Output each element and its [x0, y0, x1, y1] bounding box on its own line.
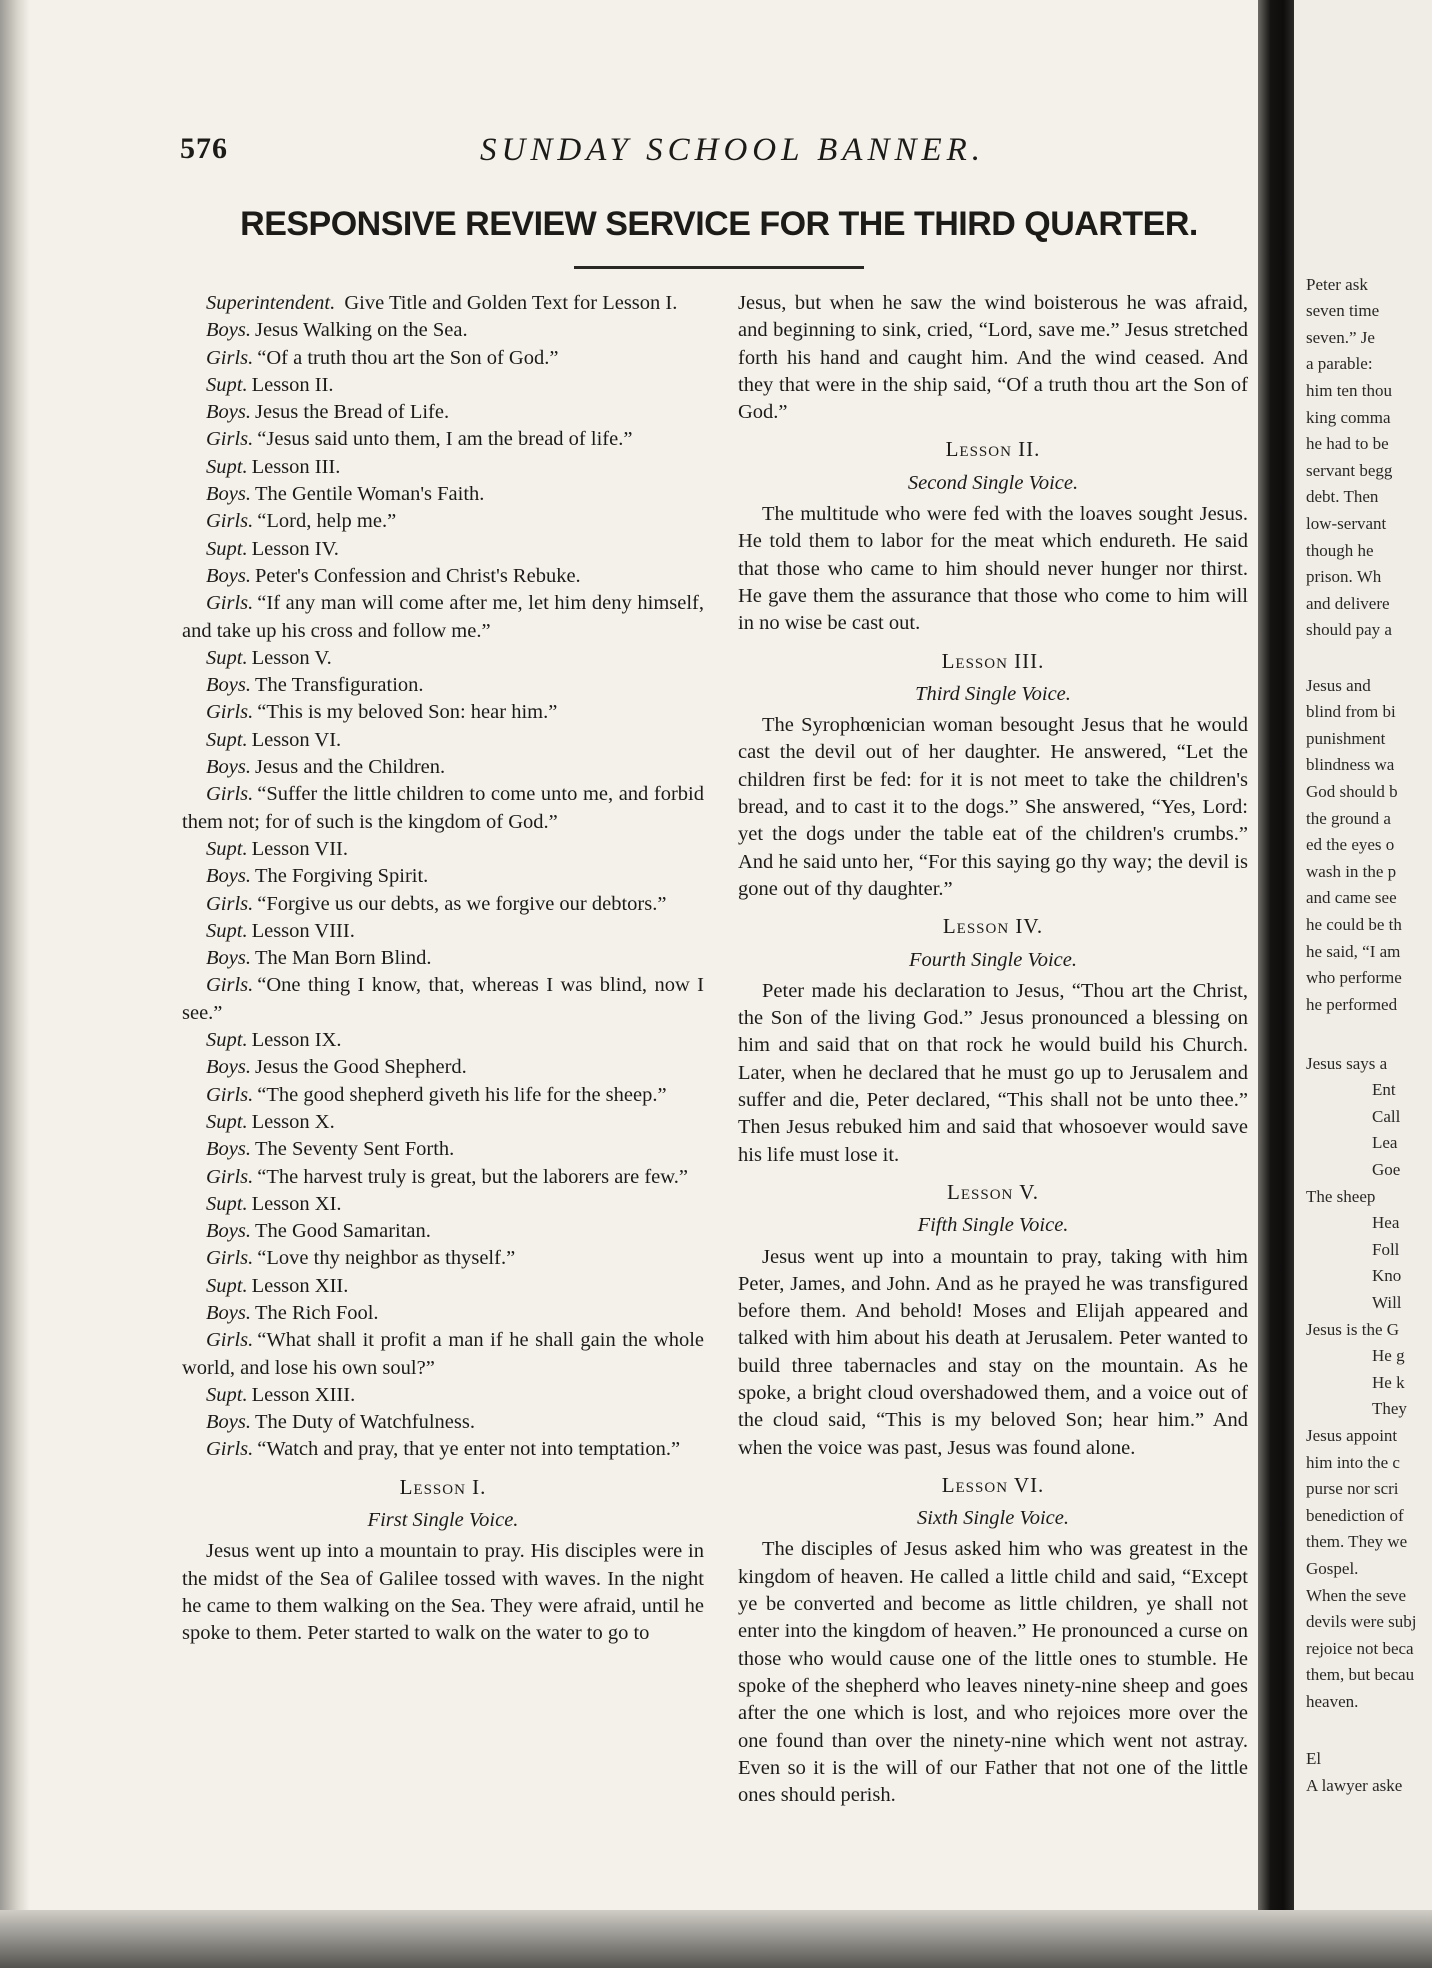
response-line — [182, 372, 704, 399]
facing-page-text: Jesus says a — [1306, 1053, 1388, 1073]
speaker-label: Supt. — [206, 1110, 248, 1133]
speaker-label: Boys. — [206, 1220, 251, 1243]
facing-page-text: A lawyer aske — [1306, 1775, 1403, 1795]
lesson-text: The disciples of Jesus asked him who was greatest in the kingdom of heaven. He called a little child and said, “Except ye be converted and become as little children, ye shall not enter into the kingdom of heaven.” He pronounced a curse on those who would cause one of the little ones to stumble. He spoke of the shepherd who leaves ninety-nine sheep and goes after the one which is lost, and who rejoices more over the one found than over the ninety-nine which went not astray. Even so it is the will of our Father that not one of the little ones should perish. — [738, 1538, 1248, 1807]
facing-page-fragment — [1294, 0, 1432, 1968]
response-line — [182, 426, 704, 453]
response-text: Lesson III. — [251, 455, 341, 478]
speaker-label: Boys. — [206, 674, 251, 697]
facing-page-text: a parable: — [1306, 354, 1373, 374]
lesson-text: The multitude who were fed with the loaves sought Jesus. He told them to labor for the meat which endureth. He said that those who came to him should never hunger nor thirst. He gave them the assurance that those who come to him will in no wise be cast out. — [738, 503, 1248, 635]
speaker-label: Supt. — [206, 728, 248, 751]
speaker-label: Boys. — [206, 947, 251, 970]
speaker-label: Boys. — [206, 1138, 251, 1161]
response-line — [182, 1436, 704, 1463]
facing-page-text: who performe — [1306, 968, 1402, 988]
speaker-label: Supt. — [206, 455, 248, 478]
response-text: “Suffer the little children to come unto me, and forbid them not; for of such is the kingdom of God.” — [182, 783, 704, 833]
response-line — [182, 508, 704, 535]
speaker-label: Boys. — [206, 564, 251, 587]
response-line — [182, 1191, 704, 1218]
left-column — [182, 290, 704, 1648]
response-text: “Watch and pray, that ye enter not into temptation.” — [257, 1438, 681, 1461]
response-text: Lesson VI. — [251, 728, 342, 751]
response-text: The Good Samaritan. — [254, 1220, 431, 1243]
response-text: Lesson XIII. — [251, 1383, 356, 1406]
speaker-label: Boys. — [206, 401, 251, 424]
facing-page-text: purse nor scri — [1306, 1479, 1399, 1499]
speaker-label: Boys. — [206, 756, 251, 779]
response-line — [182, 699, 704, 726]
facing-page-text: seven time — [1306, 301, 1380, 321]
facing-page-text: Jesus appoint — [1306, 1426, 1398, 1445]
facing-page-text: he performed — [1306, 994, 1398, 1014]
response-text: “Love thy neighbor as thyself.” — [257, 1247, 516, 1270]
lesson-text-continued: Jesus, but when he saw the wind boisterous he was afraid, and beginning to sink, cried, “Lord, save me.” Jesus stretched forth his hand and caught him. And the wind ceased. And they that were in the ship said, “Of a truth thou art the Son of God.” — [738, 292, 1248, 424]
response-line — [182, 1082, 704, 1109]
title-rule — [574, 266, 864, 269]
response-line — [182, 1273, 704, 1300]
response-text: Jesus and the Children. — [254, 756, 446, 779]
facing-page-text: He k — [1372, 1372, 1405, 1392]
response-line — [182, 1109, 704, 1136]
response-text: Lesson IV. — [251, 537, 339, 560]
response-text: Lesson IX. — [251, 1029, 342, 1052]
facing-page-text: prison. Wh — [1306, 567, 1382, 587]
right-column — [738, 290, 1248, 1809]
speaker-label: Supt. — [206, 1383, 248, 1406]
response-text: The Man Born Blind. — [254, 947, 432, 970]
facing-page-text: the ground a — [1306, 808, 1391, 828]
response-line — [182, 563, 704, 590]
response-line — [182, 918, 704, 945]
left-page-edge — [0, 0, 30, 1968]
response-text: “One thing I know, that, whereas I was blind, now I see.” — [182, 974, 704, 1024]
response-text: Lesson XI. — [251, 1192, 342, 1215]
response-line — [182, 836, 704, 863]
speaker-label: Girls. — [206, 428, 254, 451]
response-list — [182, 317, 704, 1463]
response-text: The Duty of Watchfulness. — [254, 1411, 475, 1434]
response-line — [182, 863, 704, 890]
speaker-label: Girls. — [206, 1247, 254, 1270]
facing-page-text: benediction of — [1306, 1505, 1404, 1525]
speaker-label: Girls. — [206, 1165, 254, 1188]
speaker-label: Girls. — [206, 1083, 254, 1106]
facing-page-text: him into the c — [1306, 1452, 1400, 1472]
facing-page-text: Peter ask — [1306, 274, 1368, 294]
response-line — [182, 945, 704, 972]
facing-page-text: Hea — [1372, 1213, 1400, 1233]
response-line — [182, 672, 704, 699]
speaker-label: Girls. — [206, 592, 254, 615]
speaker-label: Boys. — [206, 1056, 251, 1079]
facing-page-text: low-servant — [1306, 514, 1387, 533]
facing-page-text: They — [1372, 1399, 1407, 1419]
speaker-label: Boys. — [206, 1411, 251, 1434]
facing-page-text: Goe — [1372, 1160, 1401, 1179]
response-line — [182, 481, 704, 508]
response-text: The Seventy Sent Forth. — [254, 1138, 455, 1161]
facing-page-text: punishment — [1306, 728, 1386, 748]
facing-page-text: blindness wa — [1306, 755, 1395, 775]
facing-page-text: blind from bi — [1306, 702, 1396, 722]
speaker-label: Girls. — [206, 783, 254, 806]
facing-page-text: devils were subj — [1306, 1612, 1417, 1632]
lesson-text: Jesus went up into a mountain to pray, taking with him Peter, James, and John. And as he prayed he was transfigured before them. And behold! Moses and Elijah appeared and talked with him about his death at Jerusalem. Peter wanted to build three tabernacles and stay on the mountain. As he spoke, a bright cloud overshadowed them, and a voice out of the cloud said, “This is my beloved Son; hear him.” And when the voice was past, Jesus was found alone. — [738, 1245, 1248, 1459]
response-text: Lesson II. — [251, 373, 334, 396]
lesson-text: Peter made his declaration to Jesus, “Thou art the Christ, the Son of the living God.” Jesus pronounced a blessing on him and said that on that rock he would build his Church. Later, when he declared that he must go up to Jerusalem and suffer and die, Peter declared, “This shall not be unto thee.” Then Jesus rebuked him and said that whosoever would save his life must lose it. — [738, 979, 1248, 1166]
response-line — [182, 317, 704, 344]
speaker-label: Girls. — [206, 701, 254, 724]
response-text: Jesus Walking on the Sea. — [254, 319, 468, 342]
facing-page-text: Foll — [1372, 1239, 1400, 1259]
speaker-label: Supt. — [206, 1274, 248, 1297]
facing-page-text: When the seve — [1306, 1585, 1407, 1605]
response-line — [182, 590, 704, 645]
facing-page-text: him ten thou — [1306, 381, 1392, 400]
response-line — [182, 1300, 704, 1327]
facing-page-text: Call — [1372, 1106, 1401, 1126]
lesson-list — [738, 436, 1248, 1809]
response-line — [182, 399, 704, 426]
intro-text: Give Title and Golden Text for Lesson I. — [344, 292, 678, 314]
speaker-label: Girls. — [206, 974, 254, 997]
facing-page-text: Gospel. — [1306, 1559, 1359, 1578]
voice-label: Second Single Voice. — [907, 471, 1079, 494]
facing-page-text: king comma — [1306, 407, 1391, 427]
speaker-label: Supt. — [206, 1029, 248, 1052]
article-title: RESPONSIVE REVIEW SERVICE FOR THE THIRD QUARTER. — [240, 205, 1198, 243]
facing-page-text: and delivere — [1306, 593, 1390, 613]
facing-page-text: ed the eyes o — [1306, 835, 1395, 855]
speaker-label: Supt. — [206, 537, 248, 560]
facing-page-text: wash in the p — [1306, 861, 1397, 881]
lesson-heading: Lesson V. — [947, 1179, 1039, 1204]
speaker-label: Superintendent. — [206, 292, 336, 314]
bottom-shadow — [0, 1910, 1432, 1968]
response-line — [182, 727, 704, 754]
response-line — [182, 645, 704, 672]
lesson-heading: Lesson I. — [399, 1474, 487, 1499]
lesson-heading: Lesson IV. — [942, 914, 1044, 939]
response-text: “What shall it profit a man if he shall gain the whole world, and lose his own soul?” — [182, 1329, 704, 1379]
facing-page-text: he said, “I am — [1306, 941, 1401, 961]
lesson-text: Jesus went up into a mountain to pray. His disciples were in the midst of the Sea of Galilee tossed with waves. In the night he came to them walking on the Sea. They were afraid, until he spoke to them. Peter started to walk on the water to go to — [182, 1540, 704, 1645]
lesson-heading: Lesson II. — [945, 437, 1041, 462]
facing-page-text: seven.” Je — [1306, 327, 1375, 347]
response-text: “If any man will come after me, let him deny himself, and take up his cross and follow me.” — [182, 592, 704, 642]
response-line — [182, 781, 704, 836]
response-line — [182, 891, 704, 918]
response-text: The Forgiving Spirit. — [254, 865, 429, 888]
response-line — [182, 454, 704, 481]
voice-label: Sixth Single Voice. — [917, 1507, 1069, 1530]
response-text: The Gentile Woman's Faith. — [254, 483, 485, 506]
facing-page-text: them, but becau — [1306, 1665, 1415, 1685]
response-line — [182, 1245, 704, 1272]
facing-page-text: heaven. — [1306, 1692, 1359, 1711]
response-line — [182, 1382, 704, 1409]
speaker-label: Supt. — [206, 373, 248, 396]
voice-label: Third Single Voice. — [915, 682, 1071, 705]
speaker-label: Girls. — [206, 892, 254, 915]
response-line — [182, 1027, 704, 1054]
response-text: “The good shepherd giveth his life for the sheep.” — [257, 1083, 667, 1106]
speaker-label: Girls. — [206, 1329, 254, 1352]
facing-page-text: God should b — [1306, 781, 1398, 801]
response-text: “Lord, help me.” — [257, 510, 397, 533]
facing-page-text: he could be th — [1306, 914, 1402, 934]
response-text: Jesus the Good Shepherd. — [254, 1056, 467, 1079]
facing-page-text: Jesus is the G — [1306, 1319, 1400, 1339]
response-text: Lesson V. — [251, 646, 332, 669]
facing-page-text: The sheep — [1306, 1186, 1376, 1206]
facing-page-text: though he — [1306, 540, 1374, 560]
lesson-text: The Syrophœnician woman besought Jesus that he would cast the devil out of her daughter. He answered, “Let the children first be fed: for it is not meet to take the children's bread, and to cast it to the dogs.” She answered, “Yes, Lord: yet the dogs under the table eat of the children's crumbs.” And he said unto her, “For this saying go thy way; the devil is gone out of thy daughter.” — [738, 714, 1248, 900]
response-line — [182, 972, 704, 1027]
response-text: “Jesus said unto them, I am the bread of life.” — [257, 428, 633, 451]
response-text: Lesson VII. — [251, 837, 348, 860]
running-head — [180, 132, 1240, 176]
response-line — [182, 536, 704, 563]
lesson-heading: Lesson III. — [941, 648, 1045, 673]
response-line — [182, 1327, 704, 1382]
response-line — [182, 1409, 704, 1436]
speaker-label: Supt. — [206, 646, 248, 669]
response-line — [182, 1164, 704, 1191]
speaker-label: Supt. — [206, 1192, 248, 1215]
facing-page-text: and came see — [1306, 888, 1397, 908]
speaker-label: Boys. — [206, 483, 251, 506]
facing-page-text: debt. Then — [1306, 487, 1379, 507]
speaker-label: Supt. — [206, 919, 248, 942]
facing-page-text: rejoice not beca — [1306, 1638, 1414, 1658]
speaker-label: Supt. — [206, 837, 248, 860]
response-line — [182, 1054, 704, 1081]
response-line — [182, 1218, 704, 1245]
book-binding — [1258, 0, 1294, 1968]
voice-label: Fifth Single Voice. — [917, 1214, 1069, 1237]
response-line — [182, 754, 704, 781]
voice-label: Fourth Single Voice. — [909, 948, 1077, 971]
response-text: “Of a truth thou art the Son of God.” — [257, 346, 559, 369]
response-text: Lesson VIII. — [251, 919, 355, 942]
facing-page-text: Will — [1372, 1293, 1402, 1312]
speaker-label: Boys. — [206, 319, 251, 342]
speaker-label: Girls. — [206, 510, 254, 533]
facing-page-text: servant begg — [1306, 460, 1393, 480]
facing-page-text: Ent — [1372, 1080, 1396, 1100]
response-text: The Rich Fool. — [254, 1301, 379, 1324]
page-number: 576 — [180, 132, 228, 165]
voice-label: First Single Voice. — [367, 1509, 519, 1532]
speaker-label: Girls. — [206, 1438, 254, 1461]
lesson-heading: Lesson VI. — [941, 1472, 1045, 1497]
facing-page-text: El — [1306, 1749, 1322, 1768]
response-text: Peter's Confession and Christ's Rebuke. — [254, 564, 581, 587]
response-line — [182, 1136, 704, 1163]
response-text: Jesus the Bread of Life. — [254, 401, 450, 424]
response-text: “Forgive us our debts, as we forgive our debtors.” — [257, 892, 667, 915]
speaker-label: Girls. — [206, 346, 254, 369]
facing-page-text: should pay a — [1306, 620, 1392, 640]
facing-page-text: he had to be — [1306, 434, 1389, 454]
intro-line — [182, 290, 704, 317]
response-text: Lesson X. — [251, 1110, 335, 1133]
response-text: “The harvest truly is great, but the laborers are few.” — [257, 1165, 688, 1188]
response-text: The Transfiguration. — [254, 674, 424, 697]
speaker-label: Boys. — [206, 865, 251, 888]
facing-page-text: Lea — [1372, 1133, 1398, 1153]
response-text: “This is my beloved Son: hear him.” — [257, 701, 558, 724]
response-text: Lesson XII. — [251, 1274, 349, 1297]
facing-page-text: Kno — [1372, 1266, 1402, 1286]
facing-page-text: them. They we — [1306, 1532, 1408, 1552]
facing-page-text: He g — [1372, 1346, 1405, 1366]
speaker-label: Boys. — [206, 1301, 251, 1324]
journal-title: SUNDAY SCHOOL BANNER. — [480, 132, 986, 168]
response-line — [182, 345, 704, 372]
facing-page-text: Jesus and — [1306, 675, 1371, 695]
